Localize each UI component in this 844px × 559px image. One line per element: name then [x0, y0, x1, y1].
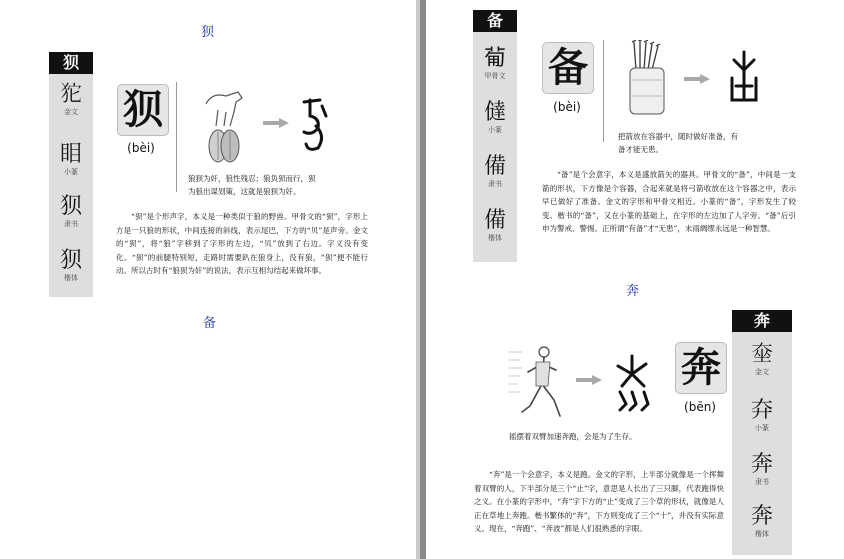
section-heading-bei-prepare: 备 — [203, 316, 217, 331]
sidebar-bei-prepare — [473, 10, 517, 262]
sidebar-bei-wolf — [49, 52, 93, 297]
runner-illustration — [508, 342, 568, 422]
pinyin: (bèi) — [127, 141, 155, 155]
form-glyph: 𤰈 — [483, 46, 506, 71]
left-page — [0, 0, 416, 559]
caption-line: 为狼出谋划策，这就是狼狈为奸。 — [188, 187, 301, 196]
form-glyph: 狈 — [59, 194, 82, 219]
form-glyph: 𡘫 — [750, 342, 773, 367]
form-xiaozhuan — [732, 398, 792, 433]
sidebar-tag: 狈 — [49, 52, 93, 74]
sidebar-tag: 奔 — [732, 310, 792, 332]
arrow-icon — [684, 74, 710, 84]
form-xiaozhuan — [49, 142, 93, 177]
form-glyph: 䀠 — [59, 142, 82, 167]
quiver-illustration — [626, 40, 668, 116]
big-character-card: 备 — [542, 42, 594, 94]
form-kaiti — [732, 504, 792, 539]
form-glyph: 備 — [483, 208, 506, 233]
form-lishu — [49, 194, 93, 229]
caption-line: 狼狈为奸，狼性残忍；狼负狈而行，狈 — [188, 174, 316, 183]
illustration-caption — [188, 172, 358, 198]
form-glyph: 㒓 — [483, 100, 506, 125]
form-label: 隶书 — [488, 180, 502, 188]
ancient-glyph-bei-prepare — [726, 50, 762, 106]
big-character-card: 奔 — [675, 342, 727, 394]
form-jinwen — [49, 82, 93, 117]
arrow-icon — [576, 375, 602, 385]
form-jiaguwen — [473, 46, 517, 81]
sidebar-tag: 备 — [473, 10, 517, 32]
arrow-icon — [263, 118, 289, 128]
form-lishu — [473, 154, 517, 189]
illustration-caption — [509, 430, 709, 443]
form-label: 小篆 — [64, 168, 78, 176]
form-lishu — [732, 452, 792, 487]
form-glyph: 狈 — [59, 248, 82, 273]
caption-line: 摇摆着双臂加速奔跑，会是为了生存。 — [509, 432, 637, 441]
form-label: 甲骨文 — [484, 72, 506, 80]
form-label: 小篆 — [755, 424, 769, 432]
big-character-card: 狈 — [117, 84, 169, 136]
form-label: 隶书 — [64, 220, 78, 228]
divider-line — [176, 82, 177, 192]
section-heading-ben: 奔 — [626, 284, 640, 299]
caption-line: 备才能无患。 — [618, 145, 663, 154]
form-label: 金文 — [755, 368, 769, 376]
form-glyph: 備 — [483, 154, 506, 179]
pinyin: (bèi) — [553, 100, 581, 114]
right-page — [426, 0, 844, 559]
body-paragraph: “奔”是一个会意字，本义是跑。金文的字形，上半部分就像是一个挥舞着双臂的人，下半部分是三个“止”字，意思是人长出了三只脚，代表跑得快之义。在小篆的字形中，“奔”字下方的“止”变成了三个草的形状，就像是人正在草地上奔跑。楷书繁体的“奔”，下方则变成了三个“十”，并没有实际意义。现在，“奔跑”、“奔波”都是人们很熟悉的字眼。 — [474, 470, 724, 533]
wolf-illustration — [200, 82, 246, 167]
ancient-glyph-bei-wolf — [296, 96, 332, 156]
form-glyph: 奔 — [750, 452, 773, 477]
form-label: 金文 — [64, 108, 78, 116]
form-glyph: 𤝛 — [59, 82, 82, 107]
sidebar-ben — [732, 310, 792, 555]
form-glyph: 奔 — [750, 504, 773, 529]
form-glyph: 㚏 — [750, 398, 773, 423]
divider-line — [603, 40, 604, 142]
body-paragraph: “备”是个会意字，本义是盛放箭矢的器具。甲骨文的“备”，中间是一支箭的形状，下方像是个容器，合起来就是将弓箭收放在这个容器之中，表示早已做好了准备。金文的字形和甲骨文相近。小篆的“备”，字形发生了较变。楷书的“备”，又在小篆的基础上，在字形的左边加了人字旁。“备”后引申为警戒、警惕。正所谓“有备”才“无患”，未雨绸缪永远是一种智慧。 — [542, 170, 796, 233]
form-label: 楷体 — [755, 530, 769, 538]
form-xiaozhuan — [473, 100, 517, 135]
section-heading-bei-wolf: 狈 — [201, 25, 215, 40]
form-label: 楷体 — [488, 234, 502, 242]
ancient-glyph-ben — [612, 352, 654, 414]
illustration-caption — [618, 130, 778, 156]
caption-line: 把箭放在容器中，随时做好准备，有 — [618, 132, 738, 141]
form-label: 隶书 — [755, 478, 769, 486]
form-label: 楷体 — [64, 274, 78, 282]
form-kaiti — [473, 208, 517, 243]
body-paragraph: “狈”是个形声字，本义是一种类似于狼的野兽。甲骨文的“狈”，字形上方是一只狼的形状，中间连接的斜线，表示尾巴，下方的“贝”是声旁。金文的“狈”，将“狼”字移到了字形的左边，“贝”放到了右边。字义没有变化。“狈”的前腿特别短，走路时需要趴在狼身上，没有狼，“狈”便不能行动。所以古时有“狼狈为奸”的说法，表示互相勾结起来做坏事。 — [116, 212, 368, 275]
form-jinwen — [732, 342, 792, 377]
pinyin: (bēn) — [684, 400, 716, 414]
form-label: 小篆 — [488, 126, 502, 134]
page-gutter — [416, 0, 426, 559]
form-kaiti — [49, 248, 93, 283]
